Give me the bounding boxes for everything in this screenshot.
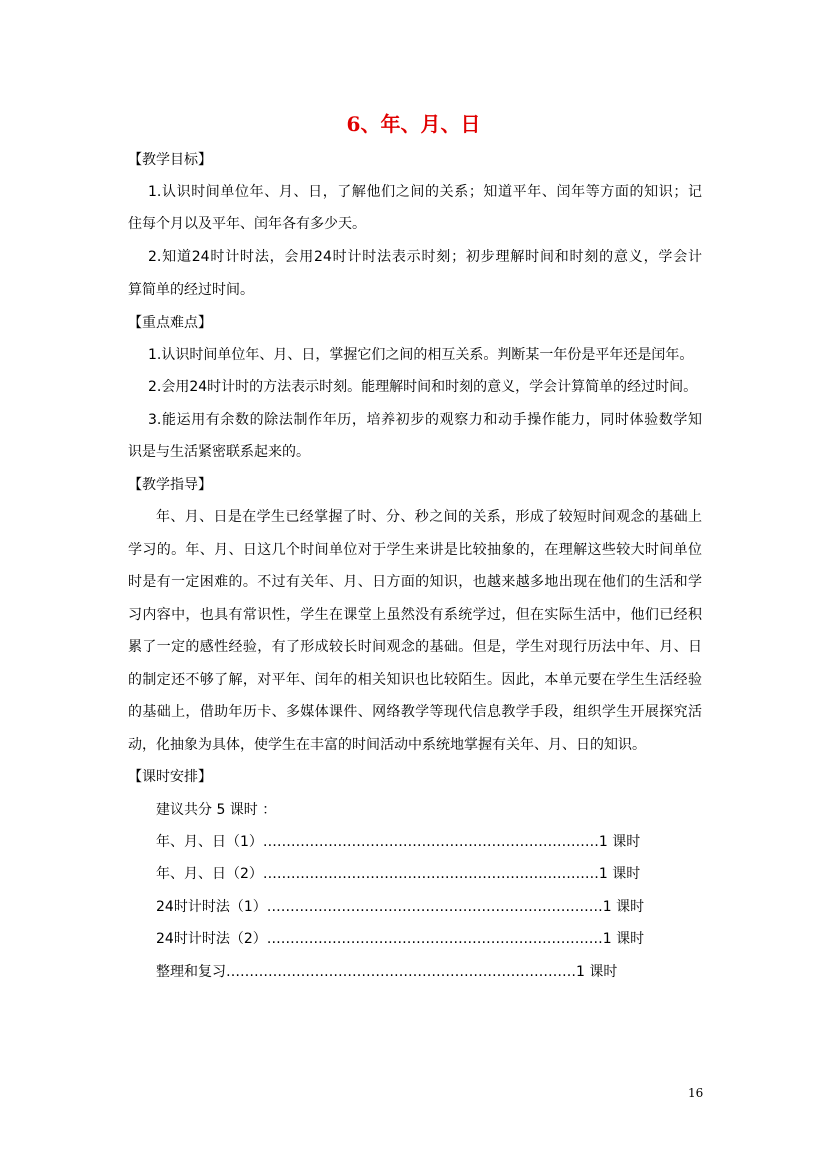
schedule-row-hours: 1 课时 [598, 834, 641, 850]
schedule-row [156, 864, 640, 884]
schedule-intro: 建议共分 5 课时 ： [156, 802, 277, 818]
schedule-row [156, 962, 617, 982]
schedule-row-hours: 1 课时 [602, 899, 645, 915]
guidance-line: 的制定还不够了解，对平年、闰年的相关知识也比较陌生。因此，本单元要在学生生活经验 [128, 672, 702, 688]
guidance-heading: 【教学指导】 [128, 477, 212, 493]
schedule-heading: 【课时安排】 [128, 769, 212, 785]
schedule-row-name: 年、月、日（1） [156, 834, 263, 850]
schedule-row [156, 832, 640, 852]
schedule-row [156, 897, 644, 917]
schedule-row-leader: ……………………………………………………………… [262, 866, 599, 882]
schedule-row-name: 整理和复习 [156, 964, 226, 980]
objectives-item-2-line-2: 算简单的经过时间。 [128, 282, 254, 298]
guidance-line: 年、月、日是在学生已经掌握了时、分、秒之间的关系，形成了较短时间观念的基础上 [156, 509, 702, 525]
schedule-row-leader: ………………………………………………………………… [226, 964, 576, 980]
objectives-item-1-line-1: 1.认识时间单位年、月、日，了解他们之间的关系；知道平年、闰年等方面的知识；记 [148, 184, 702, 200]
key-points-item-2: 2.会用24时计时的方法表示时刻。能理解时间和时刻的意义，学会计算简单的经过时间。 [148, 379, 698, 395]
key-points-item-3-line-1: 3.能运用有余数的除法制作年历，培养初步的观察力和动手操作能力，同时体验数学知 [148, 412, 702, 428]
schedule-row [156, 929, 644, 949]
guidance-line: 习内容中，也具有常识性，学生在课堂上虽然没有系统学过，但在实际生活中，他们已经积 [128, 607, 702, 623]
schedule-row-leader: ……………………………………………………………… [266, 931, 603, 947]
schedule-row-hours: 1 课时 [602, 931, 645, 947]
schedule-row-name: 24时计时法（1） [156, 899, 267, 915]
objectives-item-1-line-2: 住每个月以及平年、闰年各有多少天。 [128, 216, 366, 232]
key-points-item-1: 1.认识时间单位年、月、日，掌握它们之间的相互关系。判断某一年份是平年还是闰年。 [148, 347, 694, 363]
page-number: 16 [688, 1086, 704, 1100]
key-points-item-3-line-2: 识是与生活紧密联系起来的。 [128, 444, 310, 460]
schedule-row-hours: 1 课时 [576, 964, 618, 980]
key-points-heading: 【重点难点】 [128, 315, 212, 331]
objectives-item-2-line-1: 2.知道24时计时法，会用24时计时法表示时刻；初步理解时间和时刻的意义，学会计 [148, 249, 702, 265]
schedule-row-hours: 1 课时 [598, 866, 641, 882]
guidance-line: 累了一定的感性经验，有了形成较长时间观念的基础。但是，学生对现行历法中年、月、日 [128, 639, 702, 655]
objectives-heading: 【教学目标】 [128, 152, 212, 168]
schedule-row-leader: ……………………………………………………………… [266, 899, 603, 915]
guidance-line: 的基础上，借助年历卡、多媒体课件、网络教学等现代信息教学手段，组织学生开展探究活 [128, 704, 702, 720]
guidance-line: 时是有一定困难的。不过有关年、月、日方面的知识，也越来越多地出现在他们的生活和学 [128, 574, 702, 590]
page-title: 6、年、月、日 [346, 112, 481, 136]
guidance-line: 动，化抽象为具体，使学生在丰富的时间活动中系统地掌握有关年、月、日的知识。 [128, 737, 646, 753]
guidance-line: 学习的。年、月、日这几个时间单位对于学生来讲是比较抽象的，在理解这些较大时间单位 [128, 542, 702, 558]
schedule-row-name: 年、月、日（2） [156, 866, 263, 882]
schedule-row-leader: ……………………………………………………………… [262, 834, 599, 850]
schedule-row-name: 24时计时法（2） [156, 931, 267, 947]
